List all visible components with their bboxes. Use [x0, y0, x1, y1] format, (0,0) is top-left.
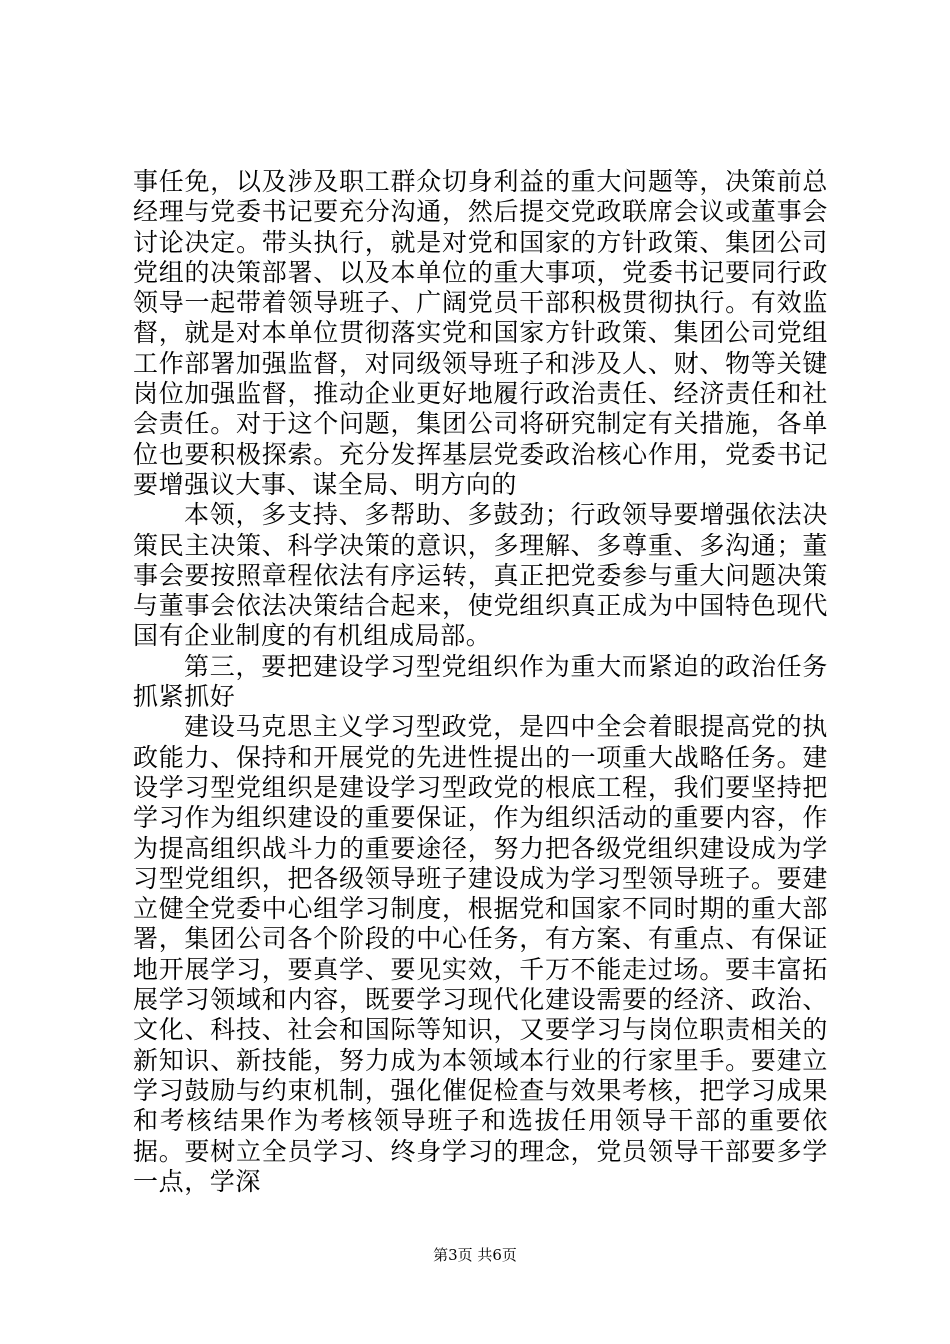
paragraph-learning-organization: 建设马克思主义学习型政党，是四中全会着眼提高党的执政能力、保持和开展党的先进性提出的一项重大战略任务。建设学习型党组织是建设学习型政党的根底工程，我们要坚持把学习作为组织建设的重要保证，作为组织活动的重要内容，作为提高组织战斗力的重要途径，努力把各级党组织建设成为学习型党组织，把各级领导班子建设成为学习型领导班子。要建立健全党委中心组学习制度，根据党和国家不同时期的重大部署，集团公司各个阶段的中心任务，有方案、有重点、有保证地开展学习，要真学、要见实效，千万不能走过场。要丰富拓展学习领域和内容，既要学习现代化建设需要的经济、政治、文化、科技、社会和国际等知识，又要学习与岗位职责相关的新知识、新技能，努力成为本领域本行业的行家里手。要建立学习鼓励与约束机制，强化催促检查与效果考核，把学习成果和考核结果作为考核领导班子和选拔任用领导干部的重要依据。要树立全员学习、终身学习的理念，党员领导干部要多学一点，学深	[133, 712, 828, 1196]
paragraph-continuation: 事任免，以及涉及职工群众切身利益的重大问题等，决策前总经理与党委书记要充分沟通，然后提交党政联席会议或董事会讨论决定。带头执行，就是对党和国家的方针政策、集团公司党组的决策部署、以及本单位的重大事项，党委书记要同行政领导一起带着领导班子、广阔党员干部积极贯彻执行。有效监督，就是对本单位贯彻落实党和国家方针政策、集团公司党组工作部署加强监督，对同级领导班子和涉及人、财、物等关键岗位加强监督，推动企业更好地履行政治责任、经济责任和社会责任。对于这个问题，集团公司将研究制定有关措施，各单位也要积极探索。充分发挥基层党委政治核心作用，党委书记要增强议大事、谋全局、明方向的	[133, 167, 828, 499]
body-text	[133, 167, 828, 1197]
paragraph-leadership-ability: 本领，多支持、多帮助、多鼓劲；行政领导要增强依法决策民主决策、科学决策的意识，多理解、多尊重、多沟通；董事会要按照章程依法有序运转，真正把党委参与重大问题决策与董事会依法决策结合起来，使党组织真正成为中国特色现代国有企业制度的有机组成局部。	[133, 500, 828, 651]
section-heading-third: 第三，要把建设学习型党组织作为重大而紧迫的政治任务抓紧抓好	[133, 651, 828, 712]
page-number-footer: 第3页 共6页	[433, 1246, 517, 1264]
